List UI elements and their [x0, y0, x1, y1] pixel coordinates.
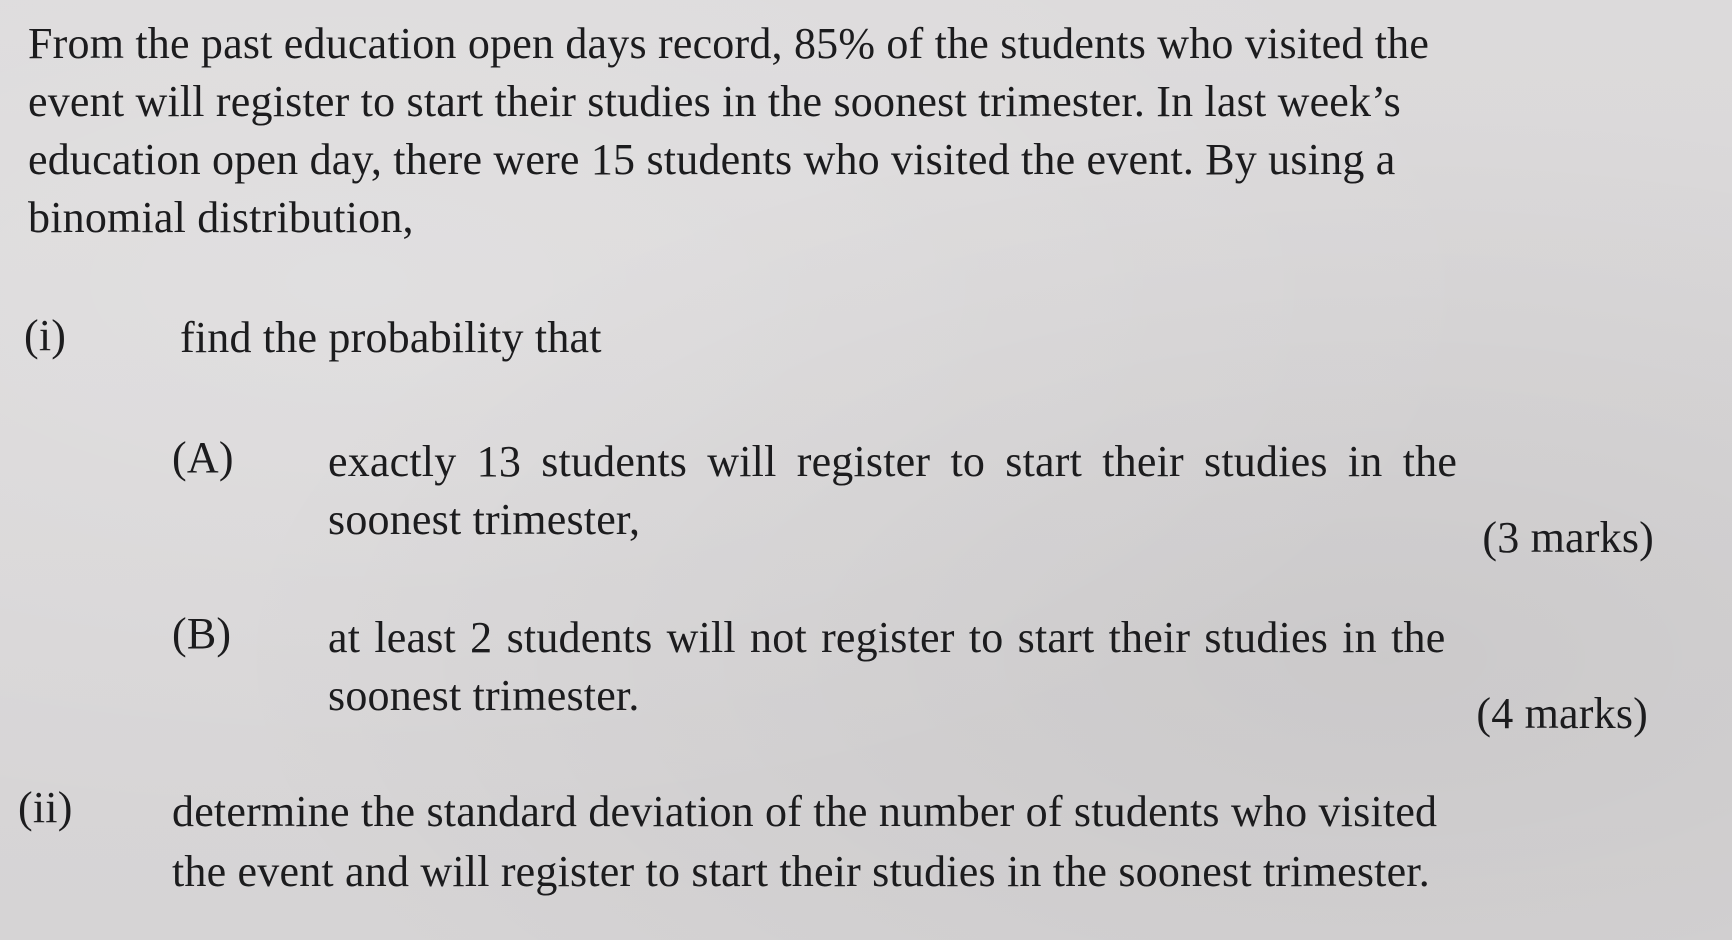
- part-i-label: (i): [24, 311, 67, 360]
- part-ii-line-2: the event and will register to start their studies in the soonest trimester.: [172, 847, 1430, 896]
- sub-a-line-1: exactly 13 students will register to start their studies in the: [328, 437, 1458, 486]
- sub-b-label: (B): [172, 609, 232, 658]
- sub-b-line-1: at least 2 students will not register to start their studies in the: [328, 613, 1446, 662]
- intro-line-4: binomial distribution,: [28, 193, 414, 242]
- intro-line-1: From the past education open days record, 85% of the students who visited the: [28, 19, 1430, 68]
- sub-a-label: (A): [172, 433, 234, 482]
- sub-b-line-2: soonest trimester.: [328, 671, 640, 720]
- part-ii-line-1: determine the standard deviation of the number of students who visited: [172, 787, 1438, 836]
- sub-a-marks: (3 marks): [1482, 513, 1654, 562]
- part-i-text: find the probability that: [180, 313, 602, 362]
- part-ii-label: (ii): [18, 783, 73, 832]
- intro-line-2: event will register to start their studies in the soonest trimester. In last week’s: [28, 77, 1401, 126]
- intro-line-3: education open day, there were 15 students who visited the event. By using a: [28, 135, 1396, 184]
- sub-b-marks: (4 marks): [1476, 689, 1648, 738]
- sub-a-line-2: soonest trimester,: [328, 495, 641, 544]
